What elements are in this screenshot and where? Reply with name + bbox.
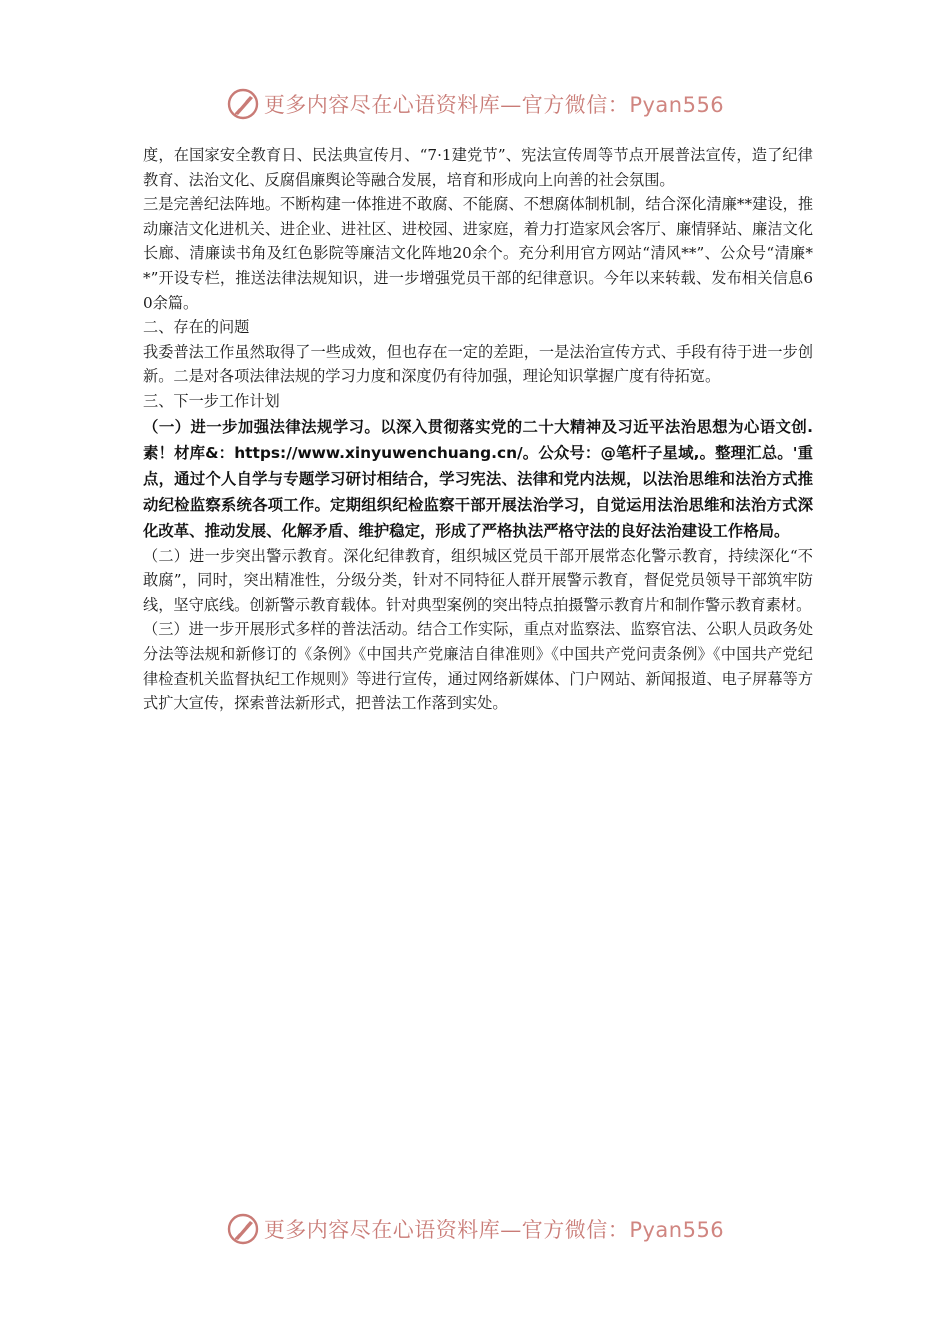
header-banner: [0, 82, 950, 126]
banner-wechat-handle: Pyan556: [629, 1218, 725, 1242]
footer-banner: [0, 1207, 950, 1251]
paragraph-plan-warning-education: （二）进一步突出警示教育。深化纪律教育，组织城区党员干部开展常态化警示教育，持续深化“不敢腐”，同时，突出精准性，分级分类，针对不同特征人群开展警示教育，督促党员领导干部筑牢防线，坚守底线。创新警示教育载体。针对典型案例的突出特点拍摄警示教育片和制作警示教育素材。: [143, 546, 813, 614]
banner-message: 更多内容尽在心语资料库—官方微信：: [263, 1218, 630, 1242]
banner-text: [264, 89, 724, 119]
paragraph-problems: 我委普法工作虽然取得了一些成效，但也存在一定的差距，一是法治宣传方式、手段有待于进一步创新。二是对各项法律法规的学习力度和深度仍有待加强，理论知识掌握广度有待拓宽。: [143, 342, 813, 386]
banner-message: 更多内容尽在心语资料库—官方微信：: [263, 93, 630, 117]
document-body: [143, 143, 813, 716]
section-heading-problems: 二、存在的问题: [143, 318, 250, 337]
section-heading-next-plan: 三、下一步工作计划: [143, 391, 280, 410]
banner-wechat-handle: Pyan556: [629, 93, 725, 117]
paragraph-plan-legal-activities: （三）进一步开展形式多样的普法活动。结合工作实际，重点对监察法、监察官法、公职人员政务处分法等法规和新修订的《条例》《中国共产党廉洁自律准则》《中国共产党问责条例》《中国共产党纪律检查机关监督执纪工作规则》等进行宣传，通过网络新媒体、门户网站、新闻报道、电子屏幕等方式扩大宣传，探索普法新形式，把普法工作落到实处。: [143, 620, 813, 713]
paragraph-publicity-continued: 度，在国家安全教育日、民法典宣传月、“7·1建党节”、宪法宣传周等节点开展普法宣传，造了纪律教育、法治文化、反腐倡廉舆论等融合发展，培育和形成向上向善的社会氛围。: [143, 146, 813, 189]
quill-pen-logo-icon: [226, 87, 260, 121]
paragraph-discipline-positions: 三是完善纪法阵地。不断构建一体推进不敢腐、不能腐、不想腐体制机制，结合深化清廉**建设，推动廉洁文化进机关、进企业、进社区、进校园、进家庭，着力打造家风会客厅、廉情驿站、廉洁文化长廊、清廉读书角及红色影院等廉洁文化阵地20余个。充分利用官方网站“清风**”、公众号“清廉**”开设专栏，推送法律法规知识，进一步增强党员干部的纪律意识。今年以来转载、发布相关信息60余篇。: [143, 195, 813, 312]
quill-pen-logo-icon: [226, 1212, 260, 1246]
paragraph-plan-law-study: （一）进一步加强法律法规学习。以深入贯彻落实党的二十大精神及习近平法治思想为心语文创.素！材库&：https://www.xinyuwenchuang.cn/。公众号：@笔杆子星域,。整理汇总。'重点，通过个人自学与专题学习研讨相结合，学习宪法、法律和党内法规，以法治思维和法治方式推动纪检监察系统各项工作。定期组织纪检监察干部开展法治学习，自觉运用法治思维和法治方式深化改革、推动发展、化解矛盾、维护稳定，形成了严格执法严格守法的良好法治建设工作格局。: [143, 417, 813, 540]
banner-text: [264, 1214, 724, 1244]
